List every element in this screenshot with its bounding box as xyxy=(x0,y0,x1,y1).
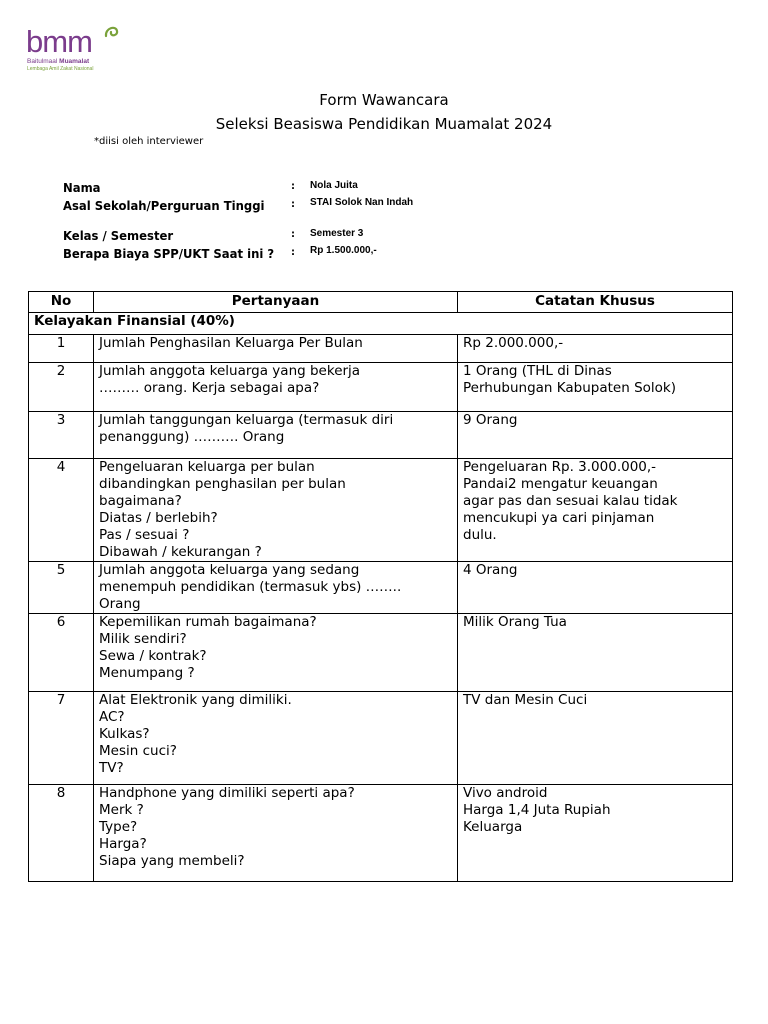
form-title: Form Wawancara xyxy=(319,91,449,109)
row-answer: 4 Orang xyxy=(458,562,733,614)
bmm-logo xyxy=(26,22,126,74)
section-title: Kelayakan Finansial (40%) xyxy=(29,313,733,335)
header-question: Pertanyaan xyxy=(94,292,458,313)
interview-table xyxy=(28,291,733,882)
logo-subtagline: Lembaga Amil Zakat Nasional xyxy=(27,66,94,72)
row-question: Alat Elektronik yang dimiliki. AC? Kulkas? Mesin cuci? TV? xyxy=(94,692,458,785)
header-no: No xyxy=(29,292,94,313)
row-question: Jumlah Penghasilan Keluarga Per Bulan xyxy=(94,335,458,363)
table-row xyxy=(29,412,733,459)
row-question: Handphone yang dimiliki seperti apa? Merk ? Type? Harga? Siapa yang membeli? xyxy=(94,785,458,882)
logo-tagline: Baitulmaal Muamalat xyxy=(27,58,90,65)
logo-wordmark: bmm xyxy=(26,24,92,59)
interviewer-note: *diisi oleh interviewer xyxy=(94,136,204,147)
row-answer: TV dan Mesin Cuci xyxy=(458,692,733,785)
table-header-row xyxy=(29,292,733,313)
row-number: 3 xyxy=(29,412,94,459)
field-value-school: STAI Solok Nan Indah xyxy=(310,197,414,208)
header-notes: Catatan Khusus xyxy=(458,292,733,313)
table-row xyxy=(29,459,733,562)
row-question: Kepemilikan rumah bagaimana? Milik sendiri? Sewa / kontrak? Menumpang ? xyxy=(94,614,458,692)
row-number: 4 xyxy=(29,459,94,562)
row-answer: Rp 2.000.000,- xyxy=(458,335,733,363)
row-answer: 1 Orang (THL di Dinas Perhubungan Kabupaten Solok) xyxy=(458,363,733,412)
field-label-school: Asal Sekolah/Perguruan Tinggi xyxy=(63,198,265,213)
table-row xyxy=(29,363,733,412)
row-number: 1 xyxy=(29,335,94,363)
field-value-fee: Rp 1.500.000,- xyxy=(310,245,377,256)
table-row xyxy=(29,562,733,614)
section-row xyxy=(29,313,733,335)
row-answer: 9 Orang xyxy=(458,412,733,459)
row-answer: Pengeluaran Rp. 3.000.000,- Pandai2 mengatur keuangan agar pas dan sesuai kalau tidak mencukupi ya cari pinjaman dulu. xyxy=(458,459,733,562)
form-subtitle: Seleksi Beasiswa Pendidikan Muamalat 2024 xyxy=(215,115,553,133)
row-number: 8 xyxy=(29,785,94,882)
row-number: 7 xyxy=(29,692,94,785)
row-number: 5 xyxy=(29,562,94,614)
row-question: Jumlah anggota keluarga yang sedang menempuh pendidikan (termasuk ybs) …….. Orang xyxy=(94,562,458,614)
row-number: 2 xyxy=(29,363,94,412)
table-row xyxy=(29,785,733,882)
table-row xyxy=(29,614,733,692)
row-answer: Vivo android Harga 1,4 Juta Rupiah Keluarga xyxy=(458,785,733,882)
row-question: Jumlah anggota keluarga yang bekerja ……… orang. Kerja sebagai apa? xyxy=(94,363,458,412)
table-row xyxy=(29,692,733,785)
field-value-semester: Semester 3 xyxy=(310,228,364,239)
row-number: 6 xyxy=(29,614,94,692)
logo-swirl-icon xyxy=(102,22,122,42)
field-label-semester: Kelas / Semester xyxy=(63,228,174,243)
field-label-fee: Berapa Biaya SPP/UKT Saat ini ? xyxy=(63,246,275,261)
field-separator: : xyxy=(291,181,295,192)
row-question: Jumlah tanggungan keluarga (termasuk diri penanggung) ………. Orang xyxy=(94,412,458,459)
field-separator: : xyxy=(291,229,295,240)
field-separator: : xyxy=(291,199,295,210)
table-row xyxy=(29,335,733,363)
row-answer: Milik Orang Tua xyxy=(458,614,733,692)
field-separator: : xyxy=(291,247,295,258)
field-value-nama: Nola Juita xyxy=(310,180,358,191)
row-question: Pengeluaran keluarga per bulan dibandingkan penghasilan per bulan bagaimana? Diatas / berlebih? Pas / sesuai ? Dibawah / kekurangan ? xyxy=(94,459,458,562)
field-label-nama: Nama xyxy=(63,180,101,195)
